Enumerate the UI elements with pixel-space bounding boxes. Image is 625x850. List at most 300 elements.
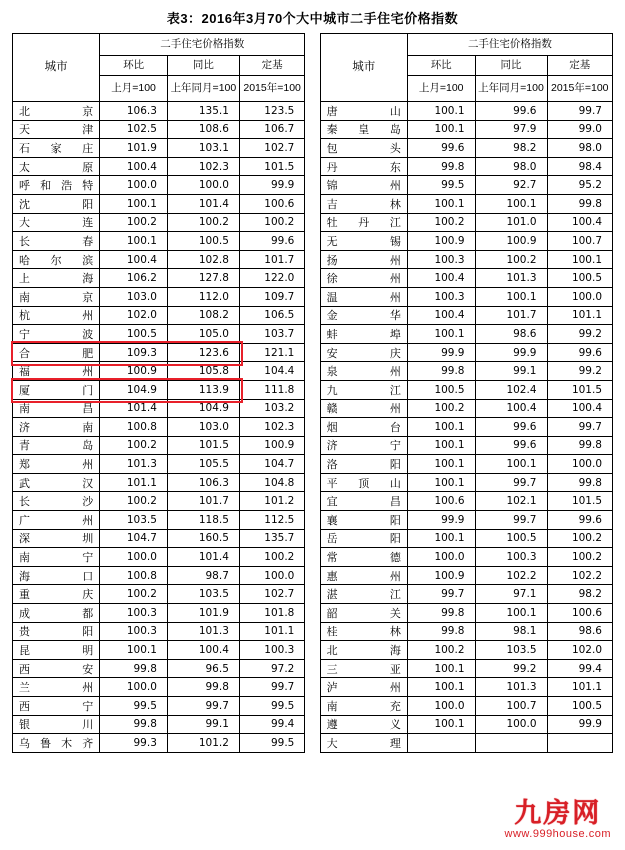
value-base-right: 102.2 [547, 566, 613, 585]
value-yoy-left: 106.3 [167, 473, 239, 492]
table-row [13, 436, 613, 455]
value-mom-left: 100.2 [100, 492, 168, 511]
city-name-left: 大 连 [13, 213, 100, 232]
value-base-left: 104.4 [239, 362, 304, 381]
value-mom-left: 104.9 [100, 380, 168, 399]
value-yoy-right: 99.7 [475, 473, 547, 492]
table-row [13, 120, 613, 139]
value-mom-right: 100.3 [407, 287, 475, 306]
column-gap [305, 678, 320, 697]
city-name-left: 深 圳 [13, 529, 100, 548]
value-base-left: 100.9 [239, 436, 304, 455]
value-base-right: 99.2 [547, 325, 613, 344]
value-mom-left: 100.9 [100, 362, 168, 381]
value-base-right: 100.4 [547, 213, 613, 232]
table-head [13, 34, 613, 102]
header-yoy-basis-right: 上年同月=100 [475, 76, 547, 102]
table-row [13, 306, 613, 325]
value-yoy-left: 112.0 [167, 287, 239, 306]
value-base-right: 101.1 [547, 306, 613, 325]
value-mom-right: 100.1 [407, 529, 475, 548]
value-mom-left: 106.3 [100, 102, 168, 121]
city-name-right: 安 庆 [320, 343, 407, 362]
value-base-right: 100.4 [547, 399, 613, 418]
table-row [13, 548, 613, 567]
value-yoy-right: 98.6 [475, 325, 547, 344]
column-gap [305, 622, 320, 641]
city-name-right: 常 德 [320, 548, 407, 567]
value-mom-right: 99.5 [407, 176, 475, 195]
header-city-right: 城市 [320, 34, 407, 102]
value-mom-right: 100.3 [407, 250, 475, 269]
value-mom-left: 99.3 [100, 734, 168, 753]
header-yoy-left: 同比 [167, 56, 239, 76]
city-name-left: 北 京 [13, 102, 100, 121]
column-gap [305, 399, 320, 418]
value-base-left: 99.5 [239, 734, 304, 753]
value-yoy-right: 99.7 [475, 511, 547, 530]
value-base-left: 102.7 [239, 585, 304, 604]
table-row [13, 325, 613, 344]
city-name-left: 乌 鲁 木 齐 [13, 734, 100, 753]
value-base-left: 101.2 [239, 492, 304, 511]
city-name-right: 平 顶 山 [320, 473, 407, 492]
value-mom-right: 100.2 [407, 641, 475, 660]
value-mom-right: 100.9 [407, 232, 475, 251]
value-mom-right: 100.1 [407, 102, 475, 121]
city-name-right: 济 宁 [320, 436, 407, 455]
value-base-right: 100.5 [547, 697, 613, 716]
value-yoy-left: 123.6 [167, 343, 239, 362]
value-mom-right: 100.1 [407, 120, 475, 139]
value-base-right: 100.2 [547, 548, 613, 567]
value-yoy-right: 99.1 [475, 362, 547, 381]
header-group-right: 二手住宅价格指数 [407, 34, 612, 56]
table-row [13, 697, 613, 716]
column-gap [305, 511, 320, 530]
value-yoy-right: 100.1 [475, 194, 547, 213]
table-row [13, 380, 613, 399]
city-name-left: 郑 州 [13, 455, 100, 474]
city-name-right: 赣 州 [320, 399, 407, 418]
header-mom-left: 环比 [100, 56, 168, 76]
value-yoy-right: 99.2 [475, 659, 547, 678]
value-yoy-left: 101.9 [167, 604, 239, 623]
city-name-left: 西 安 [13, 659, 100, 678]
value-base-left: 106.5 [239, 306, 304, 325]
value-yoy-left: 101.7 [167, 492, 239, 511]
value-base-left: 112.5 [239, 511, 304, 530]
value-base-left: 135.7 [239, 529, 304, 548]
table-row [13, 511, 613, 530]
column-gap [305, 566, 320, 585]
column-gap [305, 250, 320, 269]
column-gap [305, 213, 320, 232]
value-mom-left: 101.3 [100, 455, 168, 474]
value-base-right: 99.8 [547, 436, 613, 455]
value-mom-right: 100.5 [407, 380, 475, 399]
table-row [13, 659, 613, 678]
value-yoy-right: 102.1 [475, 492, 547, 511]
value-mom-left: 100.1 [100, 641, 168, 660]
value-mom-right: 100.1 [407, 659, 475, 678]
city-name-left: 重 庆 [13, 585, 100, 604]
city-name-left: 济 南 [13, 418, 100, 437]
value-mom-right: 99.8 [407, 157, 475, 176]
value-base-left: 121.1 [239, 343, 304, 362]
value-base-right: 98.6 [547, 622, 613, 641]
value-base-left: 99.6 [239, 232, 304, 251]
value-base-left: 101.5 [239, 157, 304, 176]
value-mom-left: 101.4 [100, 399, 168, 418]
city-name-right: 唐 山 [320, 102, 407, 121]
value-mom-right: 99.9 [407, 343, 475, 362]
value-mom-right: 99.6 [407, 139, 475, 158]
value-base-right: 101.5 [547, 380, 613, 399]
city-name-right: 蚌 埠 [320, 325, 407, 344]
value-yoy-right: 100.4 [475, 399, 547, 418]
value-base-left: 104.8 [239, 473, 304, 492]
value-base-left: 106.7 [239, 120, 304, 139]
value-base-right: 99.9 [547, 715, 613, 734]
column-gap [305, 418, 320, 437]
value-mom-right: 100.2 [407, 399, 475, 418]
value-mom-left: 100.5 [100, 325, 168, 344]
value-yoy-left: 105.0 [167, 325, 239, 344]
value-yoy-left: 101.4 [167, 548, 239, 567]
value-base-left: 99.7 [239, 678, 304, 697]
value-mom-right: 99.7 [407, 585, 475, 604]
value-base-left: 97.2 [239, 659, 304, 678]
value-yoy-left: 105.5 [167, 455, 239, 474]
value-base-left: 109.7 [239, 287, 304, 306]
column-gap [305, 548, 320, 567]
value-yoy-left: 98.7 [167, 566, 239, 585]
value-mom-left: 100.3 [100, 604, 168, 623]
column-gap [305, 157, 320, 176]
value-yoy-right: 98.2 [475, 139, 547, 158]
column-gap [305, 325, 320, 344]
value-base-right: 100.0 [547, 287, 613, 306]
value-yoy-right: 101.3 [475, 269, 547, 288]
city-name-left: 南 京 [13, 287, 100, 306]
city-name-right: 襄 阳 [320, 511, 407, 530]
value-base-right: 101.1 [547, 678, 613, 697]
table-row [13, 194, 613, 213]
value-base-left: 101.7 [239, 250, 304, 269]
value-base-left: 99.4 [239, 715, 304, 734]
value-yoy-left: 108.2 [167, 306, 239, 325]
city-name-left: 贵 阳 [13, 622, 100, 641]
table-row [13, 232, 613, 251]
table-row [13, 102, 613, 121]
value-base-right [547, 734, 613, 753]
city-name-right: 温 州 [320, 287, 407, 306]
column-gap [305, 34, 320, 102]
value-base-right: 99.0 [547, 120, 613, 139]
watermark [505, 800, 611, 840]
value-base-right: 102.0 [547, 641, 613, 660]
value-base-left: 101.1 [239, 622, 304, 641]
column-gap [305, 473, 320, 492]
value-yoy-right: 102.2 [475, 566, 547, 585]
value-mom-left: 101.9 [100, 139, 168, 158]
value-yoy-left: 101.2 [167, 734, 239, 753]
value-mom-left: 100.2 [100, 436, 168, 455]
value-yoy-left: 101.4 [167, 194, 239, 213]
value-yoy-left: 160.5 [167, 529, 239, 548]
column-gap [305, 343, 320, 362]
watermark-url: www.999house.com [504, 828, 611, 840]
value-yoy-right: 100.7 [475, 697, 547, 716]
header-base-basis-left: 2015年=100 [239, 76, 304, 102]
value-yoy-right: 100.0 [475, 715, 547, 734]
city-name-left: 厦 门 [13, 380, 100, 399]
value-mom-left: 101.1 [100, 473, 168, 492]
value-mom-left: 100.3 [100, 622, 168, 641]
column-gap [305, 380, 320, 399]
value-yoy-left: 100.4 [167, 641, 239, 660]
value-yoy-right: 100.1 [475, 287, 547, 306]
value-yoy-left: 108.6 [167, 120, 239, 139]
value-mom-right: 100.0 [407, 548, 475, 567]
value-yoy-right: 100.9 [475, 232, 547, 251]
value-yoy-right: 101.7 [475, 306, 547, 325]
column-gap [305, 715, 320, 734]
value-mom-right: 100.1 [407, 455, 475, 474]
value-yoy-left: 96.5 [167, 659, 239, 678]
city-name-left: 西 宁 [13, 697, 100, 716]
value-base-left: 100.0 [239, 566, 304, 585]
value-yoy-right: 100.5 [475, 529, 547, 548]
value-mom-left: 103.5 [100, 511, 168, 530]
table-row [13, 492, 613, 511]
city-name-left: 长 春 [13, 232, 100, 251]
value-mom-right: 99.8 [407, 622, 475, 641]
value-yoy-right: 100.3 [475, 548, 547, 567]
value-mom-right: 100.4 [407, 269, 475, 288]
value-yoy-left: 118.5 [167, 511, 239, 530]
value-yoy-left: 102.3 [167, 157, 239, 176]
value-base-left: 103.7 [239, 325, 304, 344]
value-base-right: 95.2 [547, 176, 613, 195]
column-gap [305, 436, 320, 455]
city-name-right: 泉 州 [320, 362, 407, 381]
city-name-right: 包 头 [320, 139, 407, 158]
value-base-left: 103.2 [239, 399, 304, 418]
city-name-right: 岳 阳 [320, 529, 407, 548]
value-mom-right: 100.1 [407, 418, 475, 437]
value-mom-left: 100.8 [100, 418, 168, 437]
value-yoy-right: 102.4 [475, 380, 547, 399]
value-base-left: 102.7 [239, 139, 304, 158]
city-name-right: 三 亚 [320, 659, 407, 678]
city-name-right: 南 充 [320, 697, 407, 716]
city-name-left: 昆 明 [13, 641, 100, 660]
table-row [13, 566, 613, 585]
value-base-right: 99.6 [547, 343, 613, 362]
value-yoy-right: 101.3 [475, 678, 547, 697]
city-name-right: 无 锡 [320, 232, 407, 251]
value-mom-right: 100.2 [407, 213, 475, 232]
table-row [13, 139, 613, 158]
watermark-logo: 九房网 [514, 798, 602, 828]
value-yoy-left: 99.7 [167, 697, 239, 716]
value-yoy-right: 98.1 [475, 622, 547, 641]
value-yoy-left: 104.9 [167, 399, 239, 418]
value-yoy-right: 98.0 [475, 157, 547, 176]
header-base-right: 定基 [547, 56, 613, 76]
city-name-right: 洛 阳 [320, 455, 407, 474]
city-name-left: 成 都 [13, 604, 100, 623]
city-name-right: 扬 州 [320, 250, 407, 269]
value-base-left: 99.5 [239, 697, 304, 716]
table-row [13, 250, 613, 269]
value-base-right: 99.7 [547, 102, 613, 121]
value-yoy-right: 99.6 [475, 418, 547, 437]
column-gap [305, 659, 320, 678]
city-name-left: 南 宁 [13, 548, 100, 567]
city-name-right: 宜 昌 [320, 492, 407, 511]
table-row [13, 585, 613, 604]
city-name-right: 惠 州 [320, 566, 407, 585]
value-yoy-right: 97.9 [475, 120, 547, 139]
column-gap [305, 734, 320, 753]
city-name-left: 兰 州 [13, 678, 100, 697]
value-yoy-left: 101.3 [167, 622, 239, 641]
city-name-right: 秦 皇 岛 [320, 120, 407, 139]
page-title: 表3：2016年3月70个大中城市二手住宅价格指数 [166, 11, 459, 26]
city-name-right: 吉 林 [320, 194, 407, 213]
value-base-right: 99.7 [547, 418, 613, 437]
table-row [13, 343, 613, 362]
column-gap [305, 697, 320, 716]
value-mom-left: 100.0 [100, 548, 168, 567]
table-container [0, 33, 625, 753]
column-gap [305, 269, 320, 288]
value-yoy-right: 103.5 [475, 641, 547, 660]
value-yoy-right: 100.2 [475, 250, 547, 269]
column-gap [305, 176, 320, 195]
city-name-right: 烟 台 [320, 418, 407, 437]
header-base-basis-right: 2015年=100 [547, 76, 613, 102]
value-mom-right: 100.9 [407, 566, 475, 585]
value-mom-right: 100.4 [407, 306, 475, 325]
value-mom-left: 109.3 [100, 343, 168, 362]
table-row [13, 641, 613, 660]
column-gap [305, 194, 320, 213]
city-name-left: 太 原 [13, 157, 100, 176]
city-name-left: 南 昌 [13, 399, 100, 418]
header-base-left: 定基 [239, 56, 304, 76]
value-mom-right: 99.8 [407, 362, 475, 381]
value-yoy-left: 100.2 [167, 213, 239, 232]
value-base-right: 99.6 [547, 511, 613, 530]
city-name-right: 湛 江 [320, 585, 407, 604]
city-name-left: 长 沙 [13, 492, 100, 511]
column-gap [305, 362, 320, 381]
value-mom-right: 100.6 [407, 492, 475, 511]
table-row [13, 715, 613, 734]
value-base-right: 100.1 [547, 250, 613, 269]
city-name-left: 哈 尔 滨 [13, 250, 100, 269]
city-name-left: 合 肥 [13, 343, 100, 362]
column-gap [305, 102, 320, 121]
value-base-right: 100.2 [547, 529, 613, 548]
value-yoy-left: 102.8 [167, 250, 239, 269]
value-yoy-left: 113.9 [167, 380, 239, 399]
value-mom-left: 100.2 [100, 213, 168, 232]
table-row [13, 455, 613, 474]
value-base-left: 101.8 [239, 604, 304, 623]
city-name-right: 锦 州 [320, 176, 407, 195]
header-group-left: 二手住宅价格指数 [100, 34, 305, 56]
value-mom-left: 100.2 [100, 585, 168, 604]
table-row [13, 678, 613, 697]
value-base-right: 100.7 [547, 232, 613, 251]
city-name-left: 武 汉 [13, 473, 100, 492]
table-row [13, 418, 613, 437]
city-name-left: 青 岛 [13, 436, 100, 455]
city-name-right: 金 华 [320, 306, 407, 325]
value-base-left: 123.5 [239, 102, 304, 121]
column-gap [305, 287, 320, 306]
price-index-table [12, 33, 613, 753]
table-row [13, 622, 613, 641]
city-name-left: 福 州 [13, 362, 100, 381]
value-base-right: 101.5 [547, 492, 613, 511]
value-mom-right [407, 734, 475, 753]
column-gap [305, 306, 320, 325]
city-name-right: 北 海 [320, 641, 407, 660]
value-yoy-left: 101.5 [167, 436, 239, 455]
value-base-left: 99.9 [239, 176, 304, 195]
table-row [13, 157, 613, 176]
value-mom-left: 100.8 [100, 566, 168, 585]
table-row [13, 176, 613, 195]
table-row [13, 529, 613, 548]
value-base-right: 99.2 [547, 362, 613, 381]
city-name-left: 海 口 [13, 566, 100, 585]
value-mom-right: 100.1 [407, 325, 475, 344]
value-base-left: 100.2 [239, 548, 304, 567]
column-gap [305, 232, 320, 251]
table-body [13, 102, 613, 753]
value-yoy-right: 101.0 [475, 213, 547, 232]
value-yoy-left: 135.1 [167, 102, 239, 121]
value-mom-left: 99.8 [100, 715, 168, 734]
value-yoy-left: 103.1 [167, 139, 239, 158]
value-yoy-right: 92.7 [475, 176, 547, 195]
value-mom-left: 103.0 [100, 287, 168, 306]
value-yoy-left: 99.8 [167, 678, 239, 697]
column-gap [305, 492, 320, 511]
value-base-right: 99.8 [547, 473, 613, 492]
value-mom-left: 100.1 [100, 194, 168, 213]
table-row [13, 734, 613, 753]
value-mom-left: 100.1 [100, 232, 168, 251]
value-mom-right: 100.1 [407, 678, 475, 697]
value-base-left: 104.7 [239, 455, 304, 474]
value-yoy-right: 100.1 [475, 455, 547, 474]
city-name-left: 石 家 庄 [13, 139, 100, 158]
column-gap [305, 529, 320, 548]
value-mom-left: 100.0 [100, 176, 168, 195]
city-name-left: 广 州 [13, 511, 100, 530]
value-yoy-right: 99.6 [475, 436, 547, 455]
value-yoy-left: 105.8 [167, 362, 239, 381]
header-mom-basis-left: 上月=100 [100, 76, 168, 102]
